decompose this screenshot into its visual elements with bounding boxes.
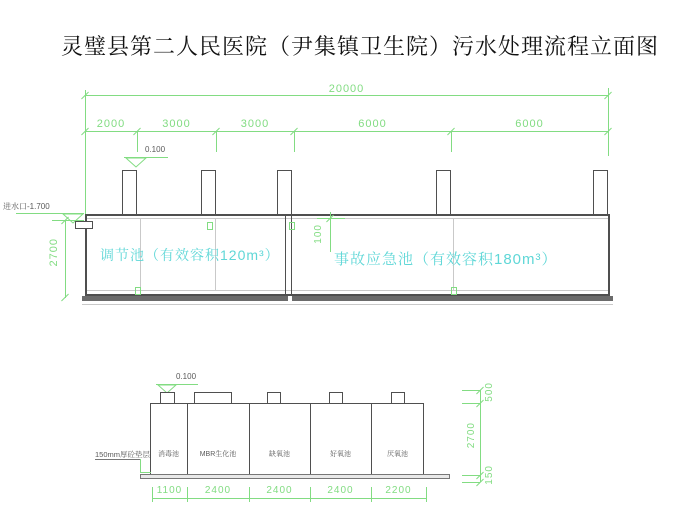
- wall-bottom-marker: [135, 287, 141, 295]
- depth-dim-line: [65, 220, 66, 298]
- right-dim-text: 2700: [466, 422, 477, 449]
- inlet-level-text: 进水口-1.700: [3, 202, 50, 211]
- compartment-label: 好氧池: [330, 451, 351, 458]
- compartment-label: 缺氧池: [269, 451, 290, 458]
- drawing-title: 灵璧县第二人民医院（尹集镇卫生院）污水处理流程立面图: [60, 34, 659, 59]
- segment-dim-text: 2000: [96, 118, 126, 130]
- base-note-underline: [95, 459, 141, 460]
- compartment-label: 消毒池: [158, 451, 179, 458]
- compartment-wall: [187, 403, 188, 475]
- tank-floor-line: [87, 290, 608, 291]
- tank-bottom-slab: [82, 296, 288, 301]
- compartment-wall: [310, 403, 311, 475]
- base-note-leader-h: [140, 472, 151, 473]
- base-slab: [140, 474, 450, 479]
- extension-line-left: [85, 90, 86, 214]
- segment-dim-line: [85, 131, 608, 132]
- right-dim-text: 500: [484, 382, 495, 402]
- depth-dim-text: 2700: [48, 238, 60, 267]
- right-dim-text: 150: [484, 465, 495, 485]
- wall-top-marker: [289, 222, 295, 230]
- bottom-dim-text: 1100: [156, 485, 183, 496]
- vent-post: [201, 170, 216, 216]
- bottom-dim-text: 2400: [204, 485, 232, 496]
- overall-dim-line: [85, 95, 608, 96]
- wall-top-marker: [207, 222, 213, 230]
- extension-line: [216, 131, 217, 152]
- extension-line: [294, 131, 295, 152]
- segment-dim-text: 3000: [162, 118, 191, 130]
- compartment-wall: [249, 403, 250, 475]
- freeboard-dim-text: 100: [313, 224, 324, 244]
- base-note-leader-v: [140, 459, 141, 473]
- level-text: 0.100: [145, 145, 166, 154]
- segment-dim-text: 6000: [515, 118, 544, 130]
- slab-under-line: [82, 304, 613, 305]
- bottom-dim-text: 2400: [327, 485, 354, 496]
- equipment-tank-outline: [150, 403, 424, 475]
- tank-top-inner-line: [87, 218, 608, 219]
- bottom-dim-line: [152, 498, 426, 499]
- vent-post: [277, 170, 292, 216]
- inlet-pipe: [75, 221, 93, 229]
- extension-line: [137, 131, 138, 152]
- tank-bottom-slab: [292, 296, 613, 301]
- vent-post: [436, 170, 451, 216]
- base-note-text: 150mm厚砼垫层: [95, 450, 151, 459]
- segment-dim-text: 3000: [240, 118, 270, 130]
- vent-post: [122, 170, 137, 216]
- bottom-dim-text: 2400: [266, 485, 293, 496]
- emergency-tank-label: 事故应急池（有效容积180m³）: [334, 251, 558, 268]
- extension-line-right: [608, 88, 609, 156]
- compartment-label: MBR生化池: [199, 451, 237, 458]
- compartment-label: 厌氧池: [387, 451, 408, 458]
- tank-divider-wall: [285, 214, 286, 296]
- regulating-tank-label: 调节池（有效容积120m³）: [100, 247, 280, 263]
- bottom-dim-text: 2200: [385, 485, 412, 496]
- level-text-lower: 0.100: [176, 372, 197, 381]
- level-marker-triangle-icon: [125, 157, 147, 168]
- extension-line: [451, 131, 452, 152]
- wall-bottom-marker: [451, 287, 457, 295]
- depth-dim-ext-top: [52, 220, 84, 221]
- vent-post: [593, 170, 608, 216]
- dim-tick-line: [426, 487, 427, 502]
- compartment-wall: [371, 403, 372, 475]
- overall-dim-text: 20000: [328, 83, 365, 95]
- segment-dim-text: 6000: [358, 118, 387, 130]
